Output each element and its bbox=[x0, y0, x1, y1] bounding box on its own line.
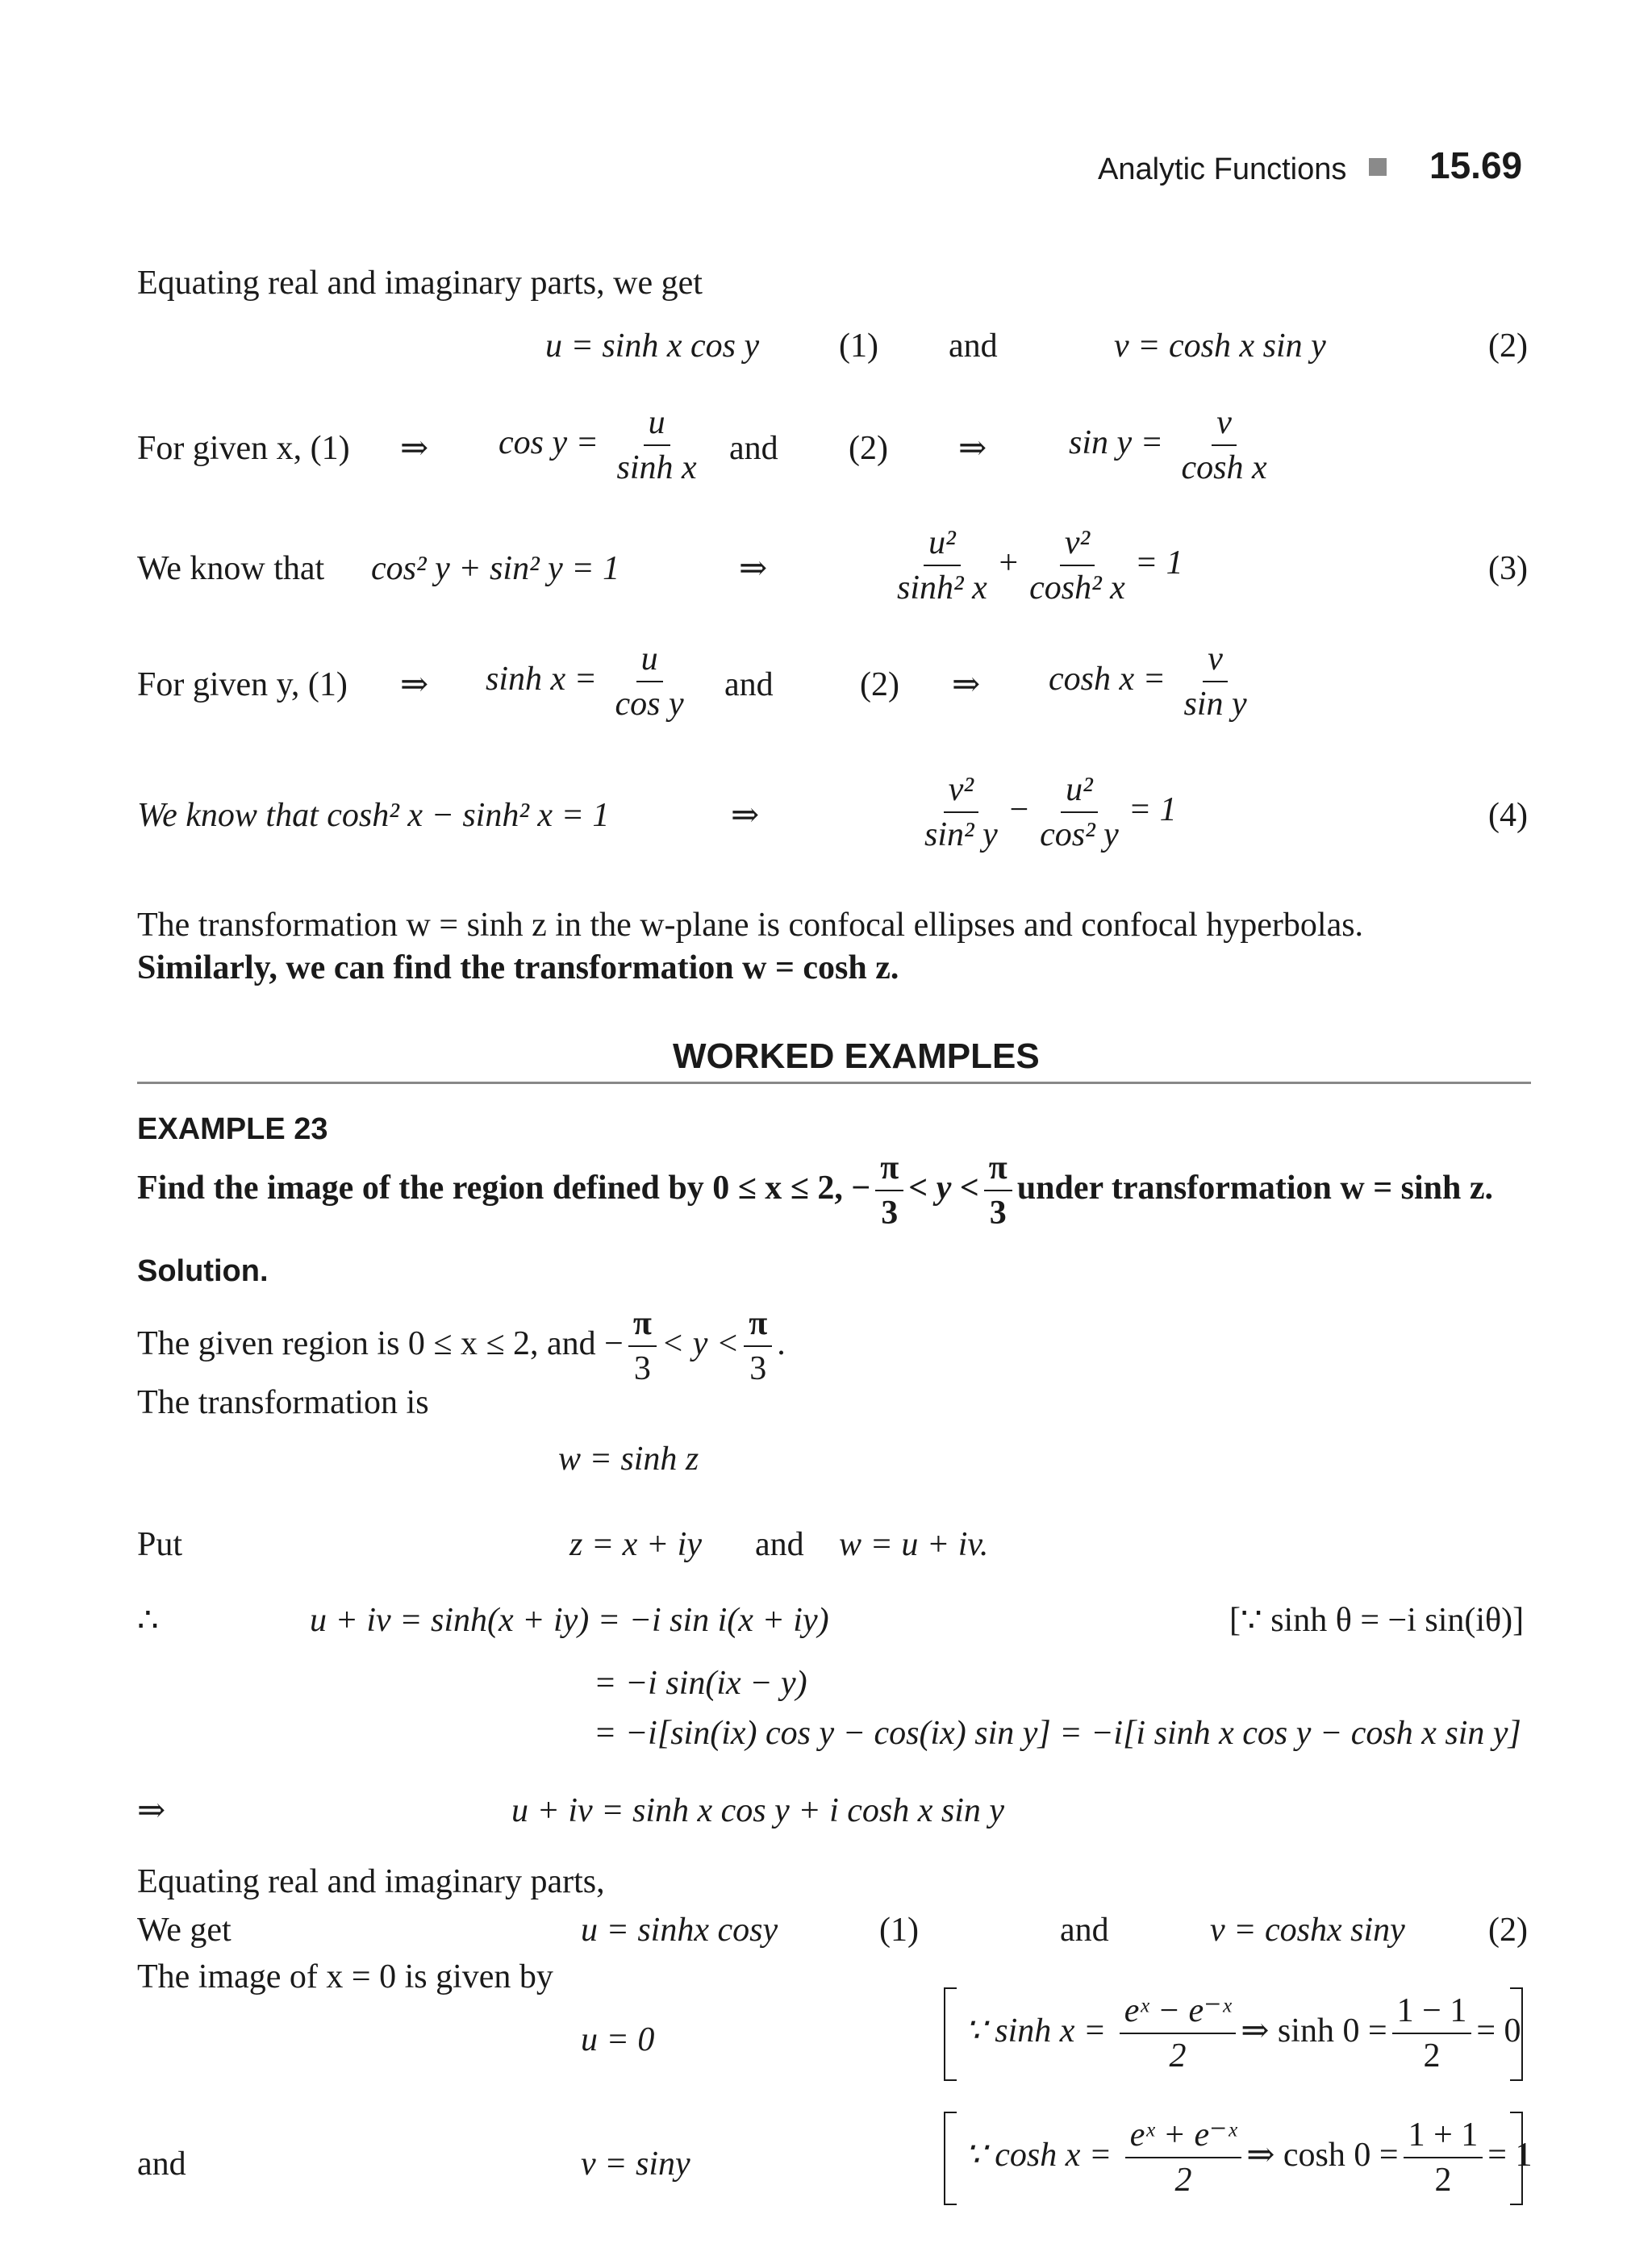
region-text: . bbox=[777, 1324, 786, 1362]
equation-cosy bbox=[499, 404, 707, 486]
numerator: π bbox=[744, 1305, 772, 1347]
and-text: and bbox=[1060, 1912, 1109, 1949]
fraction bbox=[1177, 404, 1272, 486]
denominator: sin² y bbox=[924, 816, 998, 854]
numerator: u² bbox=[1061, 771, 1098, 813]
eq-u-sinhx-cosy: u = sinhx cosy bbox=[581, 1912, 778, 1949]
header-square-icon bbox=[1369, 158, 1387, 176]
numerator: u² bbox=[924, 524, 961, 566]
fraction bbox=[1120, 1992, 1237, 2075]
given-x-line: For given x, (1) bbox=[137, 430, 350, 467]
fraction bbox=[1024, 524, 1130, 607]
denominator: cosh x bbox=[1181, 449, 1267, 487]
derivation-step-2: = −i sin(ix − y) bbox=[594, 1665, 807, 1702]
fraction bbox=[1035, 771, 1124, 853]
denominator: 2 bbox=[1169, 2037, 1187, 2075]
math-text: sin y = bbox=[1069, 423, 1163, 461]
math-text: = 0 bbox=[1476, 2012, 1521, 2050]
eq-v-coshx-siny: v = coshx siny bbox=[1210, 1912, 1405, 1949]
and-text: and bbox=[949, 327, 998, 365]
fraction bbox=[744, 1305, 772, 1387]
running-title: Analytic Functions bbox=[1098, 152, 1347, 186]
numerator: eˣ + e⁻ˣ bbox=[1125, 2116, 1242, 2158]
eq-u-sinhx-cosy: u = sinh x cos y bbox=[545, 327, 760, 365]
math-text: ∵ sinh x = bbox=[965, 2012, 1107, 2050]
eq-tag: (2) bbox=[860, 666, 899, 703]
equating-line: Equating real and imaginary parts, we get bbox=[137, 265, 703, 302]
left-bracket bbox=[944, 1987, 957, 2081]
put-text: Put bbox=[137, 1526, 183, 1563]
eq-tag: (2) bbox=[1488, 327, 1528, 365]
right-bracket bbox=[1510, 2112, 1523, 2205]
math-text: ⇒ sinh 0 = bbox=[1241, 2012, 1387, 2050]
fraction bbox=[1404, 2116, 1483, 2199]
v-equals-siny: v = siny bbox=[581, 2145, 690, 2183]
numerator: v² bbox=[1060, 524, 1095, 566]
region-text: < y < bbox=[661, 1324, 740, 1362]
derivation-step-4: u + iv = sinh x cos y + i cosh x sin y bbox=[511, 1792, 1005, 1829]
denominator: 2 bbox=[1174, 2162, 1192, 2200]
right-bracket bbox=[1510, 1987, 1523, 2081]
numerator: v² bbox=[944, 771, 978, 813]
implies-symbol: ⇒ bbox=[400, 666, 429, 703]
derivation-step-1: u + iv = sinh(x + iy) = −i sin i(x + iy) bbox=[310, 1602, 829, 1639]
math-text: ∵ cosh x = bbox=[965, 2136, 1112, 2174]
w-sinh-z-equation: w = sinh z bbox=[558, 1441, 699, 1478]
denominator: sin y bbox=[1183, 686, 1247, 724]
and-text: and bbox=[755, 1526, 804, 1563]
numerator: v bbox=[1212, 404, 1237, 446]
u-equals-zero: u = 0 bbox=[581, 2021, 655, 2058]
numerator: 1 − 1 bbox=[1392, 1992, 1472, 2034]
problem-text: Find the image of the region defined by 0 ≤ x ≤ 2, − bbox=[137, 1169, 871, 1207]
denominator: 2 bbox=[1434, 2162, 1452, 2200]
identity-cos2-sin2: cos² y + sin² y = 1 bbox=[371, 550, 620, 587]
problem-statement bbox=[137, 1149, 1493, 1232]
problem-text: under transformation w = sinh z. bbox=[1016, 1169, 1494, 1207]
eq-tag: (4) bbox=[1488, 797, 1528, 834]
and-text: and bbox=[724, 666, 774, 703]
left-bracket bbox=[944, 2112, 957, 2205]
solution-label: Solution. bbox=[137, 1254, 269, 1288]
denominator: 3 bbox=[633, 1350, 651, 1388]
equation-siny bbox=[1069, 404, 1277, 486]
eq-tag: (2) bbox=[1488, 1912, 1528, 1949]
eq-tag: (3) bbox=[1488, 550, 1528, 587]
denominator: cos² y bbox=[1040, 816, 1119, 854]
conclusion-line: The transformation w = sinh z in the w-plane is confocal ellipses and confocal hyperbolas. bbox=[137, 907, 1364, 944]
region-text: The given region is 0 ≤ x ≤ 2, and − bbox=[137, 1324, 624, 1362]
numerator: π bbox=[984, 1149, 1012, 1191]
plus-sign: + bbox=[996, 544, 1020, 582]
fraction bbox=[1392, 1992, 1472, 2075]
math-text: cos y = bbox=[499, 423, 599, 461]
transformation-is-text: The transformation is bbox=[137, 1384, 429, 1421]
therefore-symbol: ∴ bbox=[137, 1602, 159, 1639]
fraction bbox=[611, 404, 701, 486]
equating-line: Equating real and imaginary parts, bbox=[137, 1863, 605, 1900]
fraction bbox=[984, 1149, 1012, 1232]
numerator: eˣ − e⁻ˣ bbox=[1120, 1992, 1237, 2034]
numerator: v bbox=[1203, 640, 1228, 682]
eq-tag: (1) bbox=[839, 327, 878, 365]
denominator: 2 bbox=[1423, 2037, 1441, 2075]
fraction bbox=[628, 1305, 657, 1387]
fraction bbox=[875, 1149, 903, 1232]
equation-sinhx bbox=[486, 640, 694, 723]
implies-symbol: ⇒ bbox=[739, 550, 768, 587]
conclusion-bold-line: Similarly, we can find the transformation w = cosh z. bbox=[137, 949, 899, 986]
sinh-definition bbox=[965, 1992, 1521, 2075]
minus-sign: − bbox=[1007, 790, 1031, 828]
math-text: = 1 bbox=[1487, 2136, 1533, 2174]
denominator: sinh² x bbox=[897, 569, 987, 607]
fraction bbox=[920, 771, 1003, 853]
implies-symbol: ⇒ bbox=[137, 1792, 166, 1829]
and-text: and bbox=[729, 430, 778, 467]
derivation-step-3: = −i[sin(ix) cos y − cos(ix) sin y] = −i[i sinh x cos y − cosh x sin y] bbox=[594, 1715, 1521, 1752]
image-x0-text: The image of x = 0 is given by bbox=[137, 1958, 553, 1995]
problem-text: < y < bbox=[908, 1169, 979, 1207]
numerator: u bbox=[644, 404, 670, 446]
denominator: cosh² x bbox=[1029, 569, 1125, 607]
numerator: 1 + 1 bbox=[1404, 2116, 1483, 2158]
heading-rule bbox=[137, 1082, 1531, 1084]
given-region-line bbox=[137, 1305, 786, 1387]
equals-one: = 1 bbox=[1128, 790, 1177, 828]
z-equation: z = x + iy bbox=[569, 1526, 702, 1563]
eq-tag: (1) bbox=[879, 1912, 919, 1949]
implies-symbol: ⇒ bbox=[731, 797, 760, 834]
we-know-text: We know that bbox=[137, 550, 325, 587]
implies-symbol: ⇒ bbox=[958, 430, 987, 467]
math-text: ⇒ cosh 0 = bbox=[1246, 2136, 1399, 2174]
fraction bbox=[1125, 2116, 1242, 2199]
math-text: cosh x = bbox=[1049, 660, 1166, 698]
numerator: π bbox=[875, 1149, 903, 1191]
eq-v-coshx-siny: v = cosh x sin y bbox=[1114, 327, 1326, 365]
identity-cosh2-sinh2: We know that cosh² x − sinh² x = 1 bbox=[137, 797, 610, 834]
cosh-definition bbox=[965, 2116, 1532, 2199]
fraction bbox=[892, 524, 992, 607]
equals-one: = 1 bbox=[1134, 544, 1183, 582]
we-get-text: We get bbox=[137, 1912, 232, 1949]
and-text: and bbox=[137, 2145, 186, 2183]
math-text: sinh x = bbox=[486, 660, 597, 698]
numerator: π bbox=[628, 1305, 657, 1347]
implies-symbol: ⇒ bbox=[952, 666, 981, 703]
ellipse-equation bbox=[887, 524, 1183, 607]
w-uv-equation: w = u + iv. bbox=[839, 1526, 989, 1563]
example-label: EXAMPLE 23 bbox=[137, 1112, 328, 1146]
worked-examples-heading: WORKED EXAMPLES bbox=[673, 1036, 1040, 1076]
numerator: u bbox=[636, 640, 663, 682]
implies-symbol: ⇒ bbox=[400, 430, 429, 467]
derivation-reason: [∵ sinh θ = −i sin(iθ)] bbox=[1229, 1602, 1525, 1639]
denominator: cos y bbox=[615, 686, 684, 724]
denominator: 3 bbox=[749, 1350, 767, 1388]
given-y-line: For given y, (1) bbox=[137, 666, 348, 703]
eq-tag: (2) bbox=[849, 430, 888, 467]
denominator: 3 bbox=[881, 1195, 899, 1232]
hyperbola-equation bbox=[915, 771, 1177, 853]
fraction bbox=[1179, 640, 1251, 723]
fraction bbox=[611, 640, 689, 723]
denominator: sinh x bbox=[616, 449, 697, 487]
equation-coshx bbox=[1049, 640, 1257, 723]
page-number: 15.69 bbox=[1429, 144, 1523, 186]
denominator: 3 bbox=[989, 1195, 1007, 1232]
